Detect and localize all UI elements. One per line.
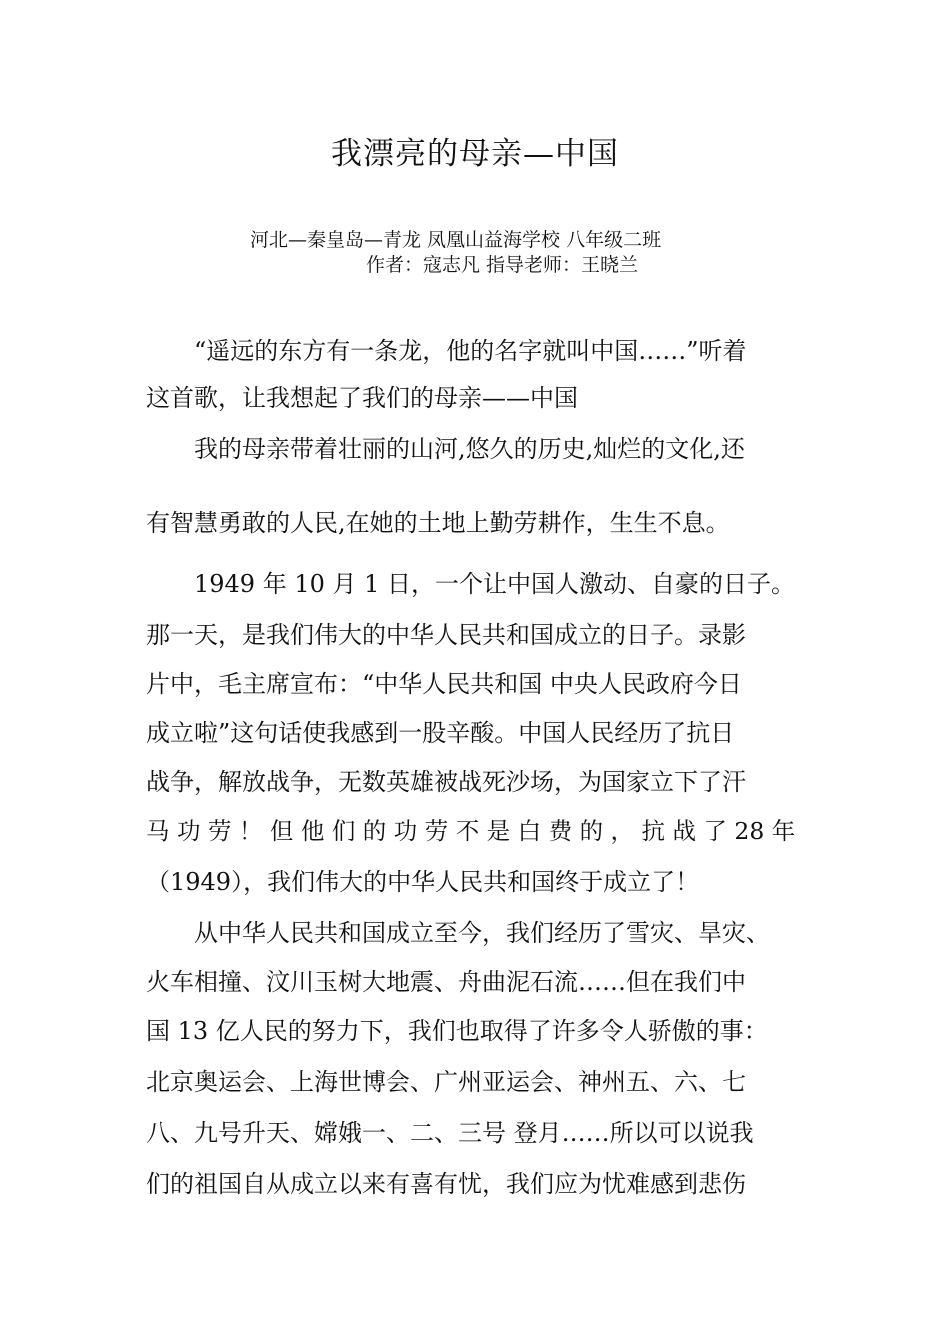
body-line: 1949 年 10 月 1 日，一个让中国人激动、自豪的日子。 <box>194 570 796 598</box>
body-line: 那一天，是我们伟大的中华人民共和国成立的日子。录影 <box>146 621 746 649</box>
body-line: 火车相撞、汶川玉树大地震、舟曲泥石流……但在我们中 <box>146 968 746 996</box>
body-line: （1949），我们伟大的中华人民共和国终于成立了！ <box>146 868 700 896</box>
body-line: 这首歌，让我想起了我们的母亲——中国 <box>146 384 578 412</box>
body-line: 北京奥运会、上海世博会、广州亚运会、神州五、六、七 <box>146 1068 746 1096</box>
body-line: 我的母亲带着壮丽的山河,悠久的历史,灿烂的文化,还 <box>194 435 745 463</box>
body-line: 战争，解放战争，无数英雄被战死沙场，为国家立下了汗 <box>146 768 746 796</box>
document-title: 我漂亮的母亲—中国 <box>331 136 619 172</box>
body-line: 八、九号升天、嫦娥一、二、三号 登月……所以可以说我 <box>146 1119 754 1147</box>
body-line: 从中华人民共和国成立至今，我们经历了雪灾、旱灾、 <box>194 919 770 947</box>
body-line: 们的祖国自从成立以来有喜有忧，我们应为忧难感到悲伤 <box>146 1170 746 1198</box>
body-line: 成立啦”这句话使我感到一股辛酸。中国人民经历了抗日 <box>146 719 735 747</box>
body-line: 有智慧勇敢的人民,在她的土地上勤劳耕作，生生不息。 <box>146 509 730 537</box>
school-line: 河北—秦皇岛—青龙 凤凰山益海学校 八年级二班 <box>250 229 662 251</box>
body-line: 马 功 劳 ！ 但 他 们 的 功 劳 不 是 白 费 的 ， 抗 战 了 28 年 <box>146 817 796 845</box>
body-line: 片中，毛主席宣布：“中华人民共和国 中央人民政府今日 <box>146 670 742 698</box>
body-line: 国 13 亿人民的努力下，我们也取得了许多令人骄傲的事： <box>146 1017 768 1045</box>
body-line: “遥远的东方有一条龙，他的名字就叫中国……”听着 <box>194 337 747 365</box>
author-line: 作者：寇志凡 指导老师：王晓兰 <box>366 254 639 276</box>
